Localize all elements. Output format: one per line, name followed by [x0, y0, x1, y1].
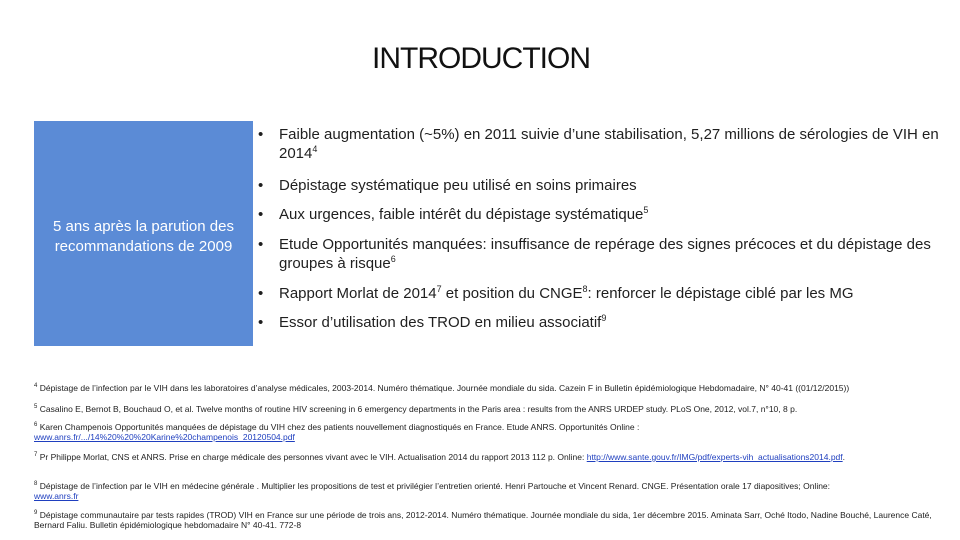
- bullet-item: [258, 176, 637, 195]
- bullet-ref: 5: [643, 205, 649, 215]
- footnote-text: Dépistage de l’infection par le VIH en médecine générale . Multiplier les propositions de test et privilégier l’entretien orienté. Henri Partouche et Vincent Renard. CNGE. Présentation orale 17 diapositives; Online:: [39, 481, 831, 491]
- footnote-link[interactable]: http://www.sante.gouv.fr/IMG/pdf/experts-vih_actualisations2014.pdf: [586, 452, 843, 462]
- footnote-link[interactable]: www.anrs.fr/.../14%20%20%20Karine%20champenois_20120504.pdf: [34, 432, 295, 442]
- bullet-marker: •: [258, 314, 264, 331]
- bullet-text: : renforcer le dépistage ciblé par les MG: [587, 285, 854, 302]
- footnote: [34, 383, 934, 393]
- bullet-text: Essor d’utilisation des TROD en milieu associatif: [279, 314, 602, 331]
- footnote: [34, 422, 934, 442]
- bullet-marker: •: [258, 206, 264, 223]
- bullet-marker: •: [258, 126, 264, 143]
- bullet-marker: •: [258, 177, 264, 194]
- bullet-text: Dépistage systématique peu utilisé en soins primaires: [279, 177, 637, 194]
- footnote-number: 7: [34, 452, 38, 459]
- bullet-item: [258, 235, 958, 273]
- bullet-text: Rapport Morlat de 2014: [279, 285, 437, 302]
- footnote-number: 9: [34, 510, 38, 517]
- bullet-ref: 9: [601, 313, 607, 323]
- bullet-ref: 6: [390, 254, 396, 264]
- slide-title: INTRODUCTION: [372, 42, 590, 75]
- bullet-text: Faible augmentation (~5%) en 2011 suivie d’une stabilisation, 5,27 millions de sérologies de VIH en 2014: [279, 126, 939, 162]
- bullet-ref: 8: [582, 284, 588, 294]
- footnote-tail: .: [842, 452, 846, 462]
- footnote: [34, 452, 934, 462]
- footnote-text: Karen Champenois Opportunités manquées de dépistage du VIH chez des patients nouvellement diagnostiqués en France. Etude ANRS. Opportunités Online :: [39, 422, 640, 432]
- bullet-ref: 4: [312, 144, 318, 154]
- bullet-marker: •: [258, 236, 264, 253]
- footnote-link[interactable]: www.anrs.fr: [34, 491, 79, 501]
- bullet-text: Aux urgences, faible intérêt du dépistage systématique: [279, 206, 644, 223]
- bullet-ref: 7: [436, 284, 442, 294]
- bullet-item: [258, 284, 854, 303]
- footnote-text: Pr Philippe Morlat, CNS et ANRS. Prise en charge médicale des personnes vivant avec le VIH. Actualisation 2014 du rapport 2013 112 p. Online:: [39, 452, 585, 462]
- footnote-number: 4: [34, 383, 38, 390]
- footnote-number: 8: [34, 481, 38, 488]
- bullet-item: [258, 313, 606, 332]
- bullet-text: et position du CNGE: [441, 285, 583, 302]
- footnote-text: Dépistage de l’infection par le VIH dans les laboratoires d’analyse médicales, 2003-2014. Numéro thématique. Journée mondiale du sida. Cazein F in Bulletin épidémiologique Hebdomadaire, N° 40-41 ((01/12/2015)): [39, 383, 850, 393]
- footnote-text: Dépistage communautaire par tests rapides (TROD) VIH en France sur une période de trois ans, 2012-2014. Numéro thématique. Journée mondiale du sida, 1er décembre 2015. Aminata Sarr, Oché Itodo, Nadine Bouché, Laurence Caté, Bernard Faliu. Bulletin épidémiologique hebdomadaire N° 40-41. 772-8: [34, 510, 932, 530]
- summary-panel-text: 5 ans après la parution des recommandations de 2009: [53, 217, 234, 255]
- bullet-text: Etude Opportunités manquées: insuffisance de repérage des signes précoces et du dépistage des groupes à risque: [279, 236, 931, 272]
- footnote-number: 6: [34, 422, 38, 429]
- footnote-number: 5: [34, 404, 38, 411]
- bullet-marker: •: [258, 285, 264, 302]
- footnote: [34, 404, 934, 414]
- summary-panel: [34, 121, 253, 346]
- bullet-item: [258, 125, 958, 163]
- footnote-text: Casalino E, Bernot B, Bouchaud O, et al. Twelve months of routine HIV screening in 6 emergency departments in the Paris area : results from the ANRS URDEP study. PLoS One, 2012, vol.7, n°10, 8 p.: [39, 404, 798, 414]
- footnote: [34, 481, 934, 501]
- bullet-item: [258, 205, 648, 224]
- footnote: [34, 510, 934, 530]
